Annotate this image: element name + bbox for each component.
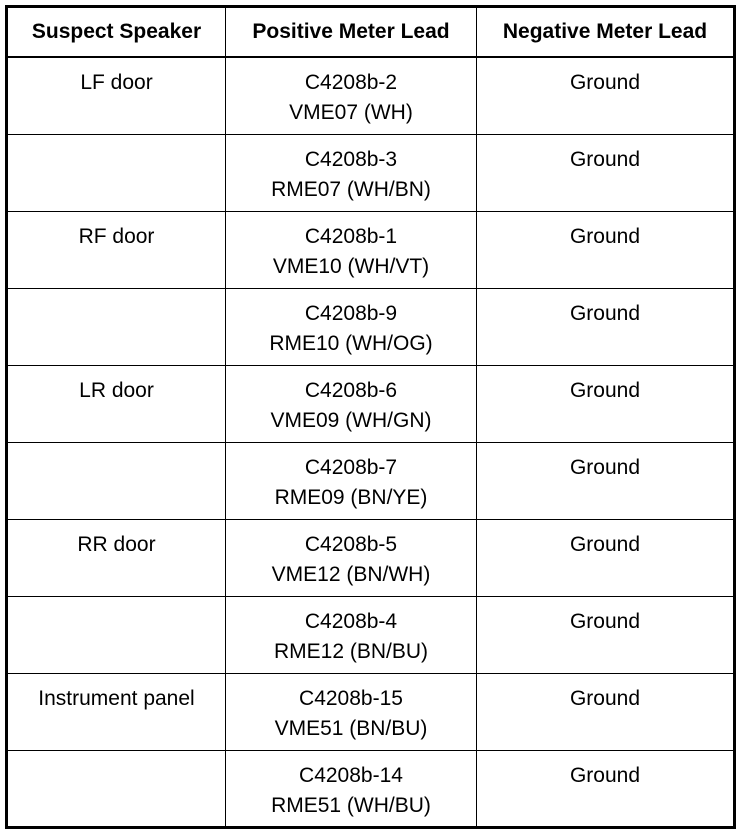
positive-lead-cell [226, 134, 477, 211]
positive-lead-cell [226, 57, 477, 134]
connector-pin: C4208b-3 [304, 147, 398, 171]
connector-pin: C4208b-2 [304, 71, 398, 94]
positive-lead-cell [226, 750, 477, 827]
connector-pin: C4208b-7 [304, 455, 398, 479]
table-row [7, 365, 735, 442]
negative-lead-cell: Ground [477, 365, 735, 442]
table-row [7, 134, 735, 211]
table-row [7, 442, 735, 519]
table-row [7, 596, 735, 673]
circuit-wire: RME12 (BN/BU) [273, 639, 429, 663]
negative-lead-cell: Ground [477, 442, 735, 519]
connector-pin: C4208b-5 [304, 532, 398, 556]
header-row [7, 7, 735, 58]
positive-lead-cell [226, 288, 477, 365]
circuit-wire: VME12 (BN/WH) [271, 562, 431, 586]
table-body [7, 57, 735, 827]
positive-lead-cell [226, 519, 477, 596]
circuit-wire: RME51 (WH/BU) [271, 793, 431, 817]
speaker-cell [7, 596, 226, 673]
connector-pin: C4208b-6 [304, 378, 398, 402]
circuit-wire: RME10 (WH/OG) [269, 331, 433, 355]
table-row [7, 519, 735, 596]
negative-lead-cell: Ground [477, 134, 735, 211]
positive-lead-cell [226, 365, 477, 442]
negative-lead-cell: Ground [477, 519, 735, 596]
table-row [7, 288, 735, 365]
negative-lead-cell: Ground [477, 596, 735, 673]
header-suspect-speaker: Suspect Speaker [7, 7, 226, 58]
circuit-wire: VME51 (BN/BU) [274, 716, 428, 740]
table-row [7, 673, 735, 750]
speaker-test-table-container [5, 5, 736, 829]
table-header [7, 7, 735, 58]
positive-lead-cell [226, 442, 477, 519]
speaker-cell [7, 750, 226, 827]
speaker-test-table [5, 5, 736, 829]
positive-lead-cell [226, 211, 477, 288]
circuit-wire: VME07 (WH) [289, 101, 413, 124]
speaker-cell [7, 442, 226, 519]
negative-lead-cell: Ground [477, 673, 735, 750]
circuit-wire: RME09 (BN/YE) [274, 485, 428, 509]
speaker-cell: RF door [7, 211, 226, 288]
connector-pin: C4208b-4 [304, 609, 398, 633]
header-negative-meter-lead: Negative Meter Lead [477, 7, 735, 58]
speaker-cell [7, 288, 226, 365]
table-row [7, 57, 735, 134]
positive-lead-cell [226, 596, 477, 673]
connector-pin: C4208b-15 [299, 686, 403, 710]
table-row [7, 211, 735, 288]
speaker-cell: Instrument panel [7, 673, 226, 750]
speaker-cell [7, 134, 226, 211]
positive-lead-cell [226, 673, 477, 750]
connector-pin: C4208b-14 [299, 763, 403, 787]
speaker-cell: LR door [7, 365, 226, 442]
negative-lead-cell: Ground [477, 211, 735, 288]
speaker-cell: RR door [7, 519, 226, 596]
negative-lead-cell: Ground [477, 750, 735, 827]
negative-lead-cell: Ground [477, 288, 735, 365]
negative-lead-cell: Ground [477, 57, 735, 134]
header-positive-meter-lead: Positive Meter Lead [226, 7, 477, 58]
connector-pin: C4208b-9 [304, 301, 398, 325]
circuit-wire: VME10 (WH/VT) [272, 254, 430, 278]
speaker-cell: LF door [7, 57, 226, 134]
connector-pin: C4208b-1 [304, 224, 398, 248]
table-row [7, 750, 735, 827]
circuit-wire: RME07 (WH/BN) [271, 177, 431, 201]
circuit-wire: VME09 (WH/GN) [270, 408, 432, 432]
